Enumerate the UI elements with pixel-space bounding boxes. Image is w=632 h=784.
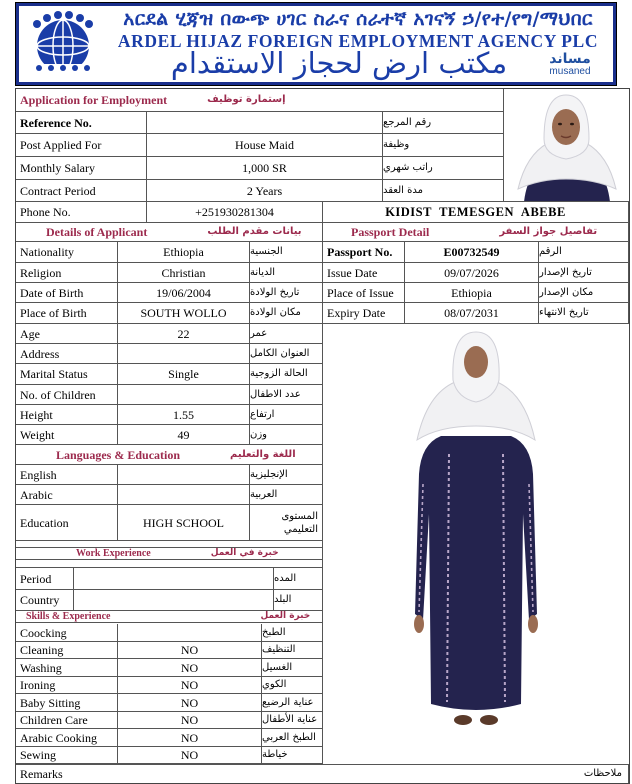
arabic-label-ar: العربية — [250, 485, 323, 505]
cleaning-value: NO — [118, 642, 262, 659]
expiry-date-label-ar: تاريخ الانتهاء — [539, 303, 629, 324]
education-value: HIGH SCHOOL — [118, 505, 250, 541]
date-of-birth-label-ar: تاريخ الولادة — [250, 283, 323, 303]
spacer-row-2 — [16, 560, 323, 568]
sewing-value: NO — [118, 747, 262, 764]
cooking-label-ar: الطبخ — [262, 624, 323, 642]
children-care-label: Children Care — [16, 712, 118, 729]
weight-label: Weight — [16, 425, 118, 445]
cooking-value — [118, 624, 262, 642]
languages-section-title: Languages & Education اللغة والتعليم — [16, 445, 323, 465]
expiry-date-value: 08/07/2031 — [405, 303, 539, 324]
applicant-section-title: Details of Applicant بيانات مقدم الطلب — [16, 223, 323, 242]
age-value: 22 — [118, 324, 250, 344]
weight-value: 49 — [118, 425, 250, 445]
expiry-date-label: Expiry Date — [323, 303, 405, 324]
salary-label: Monthly Salary — [16, 157, 147, 180]
application-form — [15, 88, 630, 784]
address-label: Address — [16, 344, 118, 364]
issue-date-label: Issue Date — [323, 263, 405, 283]
salary-value: 1,000 SR — [147, 157, 383, 180]
children-care-value: NO — [118, 712, 262, 729]
english-label: English — [16, 465, 118, 485]
english-label-ar: الإنجليزية — [250, 465, 323, 485]
passport-no-label-ar: الرقم — [539, 242, 629, 263]
applicant-headshot — [504, 89, 629, 202]
age-label: Age — [16, 324, 118, 344]
globe-people-logo — [25, 10, 101, 78]
ironing-label: Ironing — [16, 677, 118, 694]
height-value: 1.55 — [118, 405, 250, 425]
country-value — [74, 590, 274, 611]
post-label-ar: وظيفة — [383, 134, 504, 157]
phone-label: Phone No. — [16, 202, 147, 223]
agency-name-arabic: مكتب ارض لحجاز الاستقدام — [170, 46, 508, 80]
sewing-label: Sewing — [16, 747, 118, 764]
baby-sitting-label-ar: عناية الرضيع — [262, 694, 323, 712]
cleaning-label: Cleaning — [16, 642, 118, 659]
reference-label-ar: رقم المرجع — [383, 112, 504, 134]
date-of-birth-value: 19/06/2004 — [118, 283, 250, 303]
religion-value: Christian — [118, 263, 250, 283]
cleaning-label-ar: التنظيف — [262, 642, 323, 659]
agency-name-amharic: አርደል ሂጃዝ በውጭ ሀገር ስራና ሰራተኛ አገናኝ ኃ/የተ/የግ/ማህበር — [123, 8, 593, 30]
baby-sitting-label: Baby Sitting — [16, 694, 118, 712]
nationality-label-ar: الجنسية — [250, 242, 323, 263]
reference-label: Reference No. — [16, 112, 147, 134]
baby-sitting-value: NO — [118, 694, 262, 712]
washing-label: Washing — [16, 659, 118, 677]
country-label: Country — [16, 590, 74, 611]
issue-date-value: 09/07/2026 — [405, 263, 539, 283]
arabic-cooking-value: NO — [118, 729, 262, 747]
height-label-ar: ارتفاع — [250, 405, 323, 425]
contract-label: Contract Period — [16, 180, 147, 202]
contract-label-ar: مدة العقد — [383, 180, 504, 202]
salary-label-ar: راتب شهري — [383, 157, 504, 180]
agency-name-english: ARDEL HIJAZ FOREIGN EMPLOYMENT AGENCY PLC — [117, 31, 599, 51]
passport-no-value: E00732549 — [405, 242, 539, 263]
applicant-name: KIDIST TEMESGEN ABEBE — [323, 202, 629, 223]
arabic-label: Arabic — [16, 485, 118, 505]
address-label-ar: العنوان الكامل — [250, 344, 323, 364]
remarks-row — [16, 764, 629, 783]
children-care-label-ar: عناية الأطفال — [262, 712, 323, 729]
address-value — [118, 344, 250, 364]
religion-label-ar: الديانة — [250, 263, 323, 283]
remarks-label: Remarks — [20, 767, 63, 781]
passport-section-title: Passport Detail تفاصيل جواز السفر — [323, 223, 629, 242]
height-label: Height — [16, 405, 118, 425]
application-title: Application for Employment إستمارة توظيف — [16, 89, 504, 112]
place-of-birth-label: Place of Birth — [16, 303, 118, 324]
children-label: No. of Children — [16, 385, 118, 405]
agency-banner — [15, 2, 617, 86]
washing-label-ar: الغسيل — [262, 659, 323, 677]
passport-no-label: Passport No. — [323, 242, 405, 263]
nationality-value: Ethiopia — [118, 242, 250, 263]
spacer-row — [16, 541, 323, 548]
education-label-ar: المستوى التعليمي — [250, 505, 323, 541]
nationality-label: Nationality — [16, 242, 118, 263]
arabic-cooking-label: Arabic Cooking — [16, 729, 118, 747]
place-of-issue-label: Place of Issue — [323, 283, 405, 303]
ironing-value: NO — [118, 677, 262, 694]
place-of-issue-label-ar: مكان الإصدار — [539, 283, 629, 303]
children-value — [118, 385, 250, 405]
english-value — [118, 465, 250, 485]
applicant-full-photo — [323, 324, 629, 760]
post-value: House Maid — [147, 134, 383, 157]
religion-label: Religion — [16, 263, 118, 283]
date-of-birth-label: Date of Birth — [16, 283, 118, 303]
place-of-issue-value: Ethiopia — [405, 283, 539, 303]
period-label: Period — [16, 568, 74, 590]
remarks-label-ar: ملاحظات — [583, 768, 622, 779]
marital-status-label: Marital Status — [16, 364, 118, 385]
cooking-label: Coocking — [16, 624, 118, 642]
place-of-birth-label-ar: مكان الولادة — [250, 303, 323, 324]
reference-value — [147, 112, 383, 134]
sewing-label-ar: خياطة — [262, 747, 323, 764]
marital-status-value: Single — [118, 364, 250, 385]
weight-label-ar: وزن — [250, 425, 323, 445]
age-label-ar: عمر — [250, 324, 323, 344]
washing-value: NO — [118, 659, 262, 677]
contract-value: 2 Years — [147, 180, 383, 202]
marital-status-label-ar: الحالة الزوجية — [250, 364, 323, 385]
place-of-birth-value: SOUTH WOLLO — [118, 303, 250, 324]
musaned-logo: مساند musaned — [549, 51, 591, 77]
period-value — [74, 568, 274, 590]
phone-value: +251930281304 — [147, 202, 323, 223]
country-label-ar: البلد — [274, 590, 323, 611]
issue-date-label-ar: تاريخ الإصدار — [539, 263, 629, 283]
children-label-ar: عدد الاطفال — [250, 385, 323, 405]
work-section-title: Work Experience خبرة في العمل — [16, 548, 323, 560]
education-label: Education — [16, 505, 118, 541]
arabic-value — [118, 485, 250, 505]
skills-section-title: Skills & Experience خبرة العمل — [16, 611, 323, 623]
arabic-cooking-label-ar: الطبخ العربي — [262, 729, 323, 747]
post-label: Post Applied For — [16, 134, 147, 157]
ironing-label-ar: الكوي — [262, 677, 323, 694]
period-label-ar: المده — [274, 568, 323, 590]
